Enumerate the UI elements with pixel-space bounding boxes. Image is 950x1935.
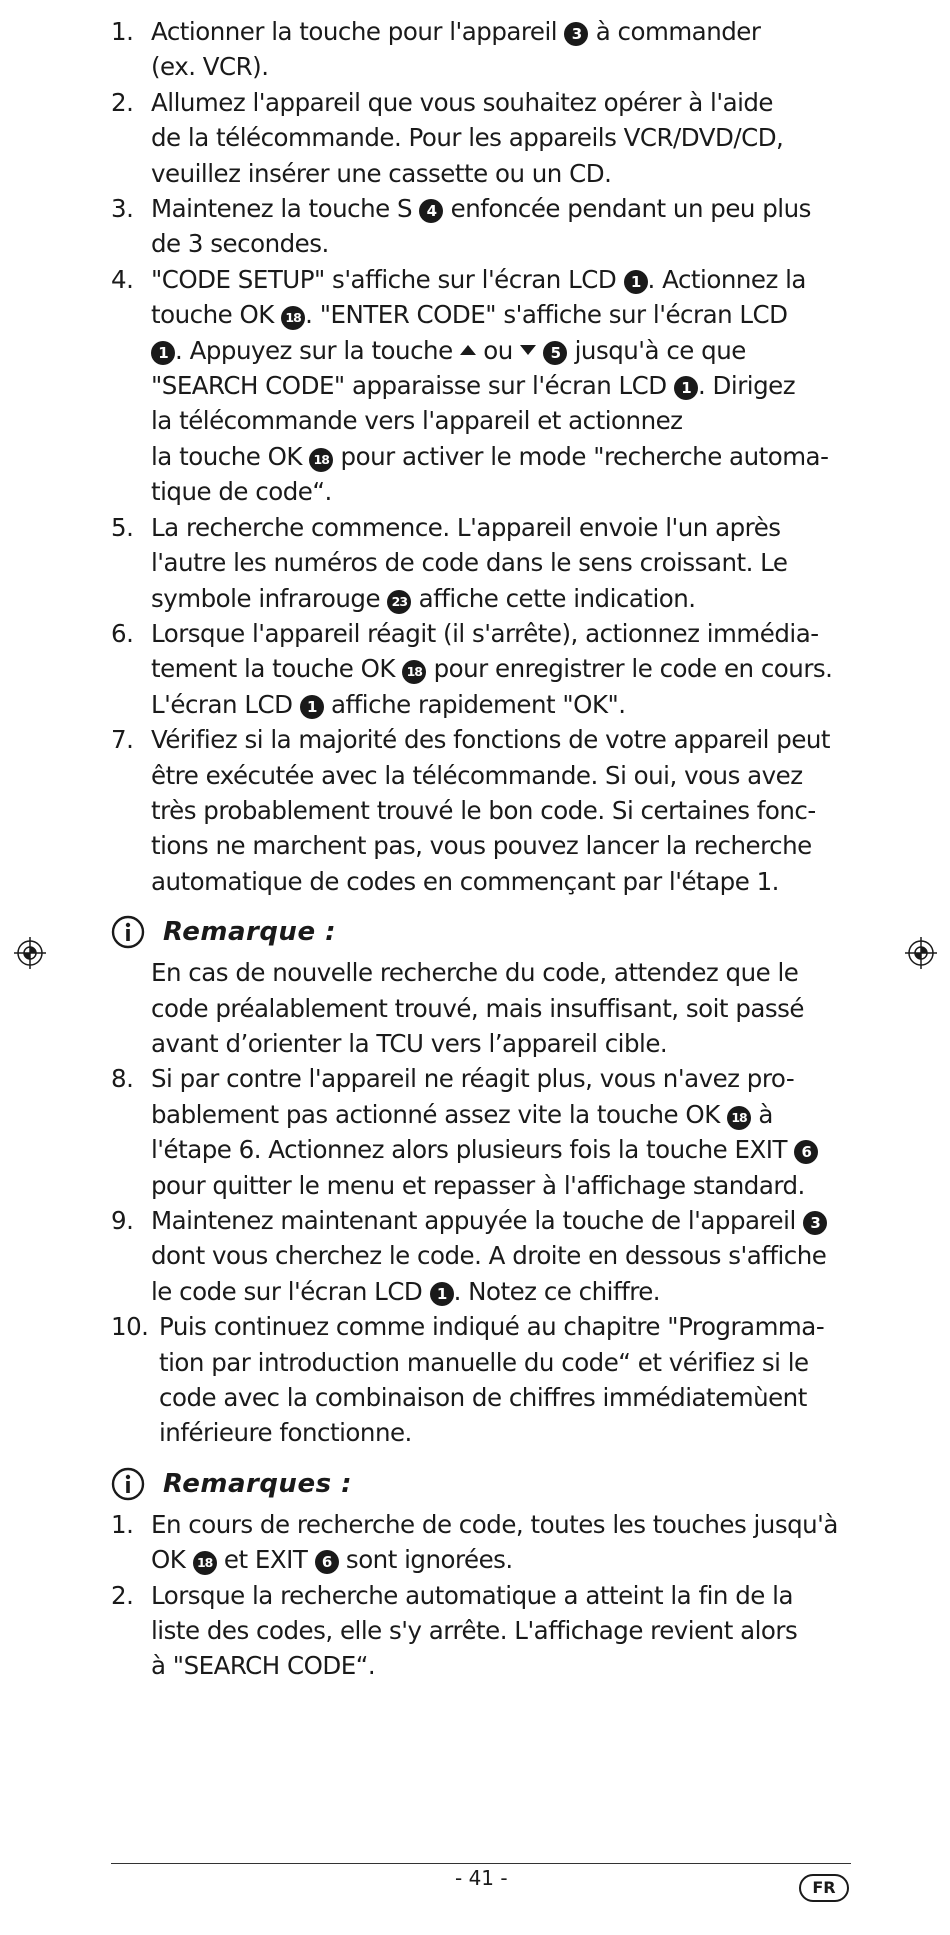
language-badge: FR xyxy=(799,1874,849,1902)
step-number: 2. xyxy=(111,87,134,117)
footer-rule xyxy=(111,1863,851,1864)
step-line: l'autre les numéros de code dans le sens croissant. Le xyxy=(151,548,788,578)
key-reference-badge: 18 xyxy=(309,448,333,472)
step-line: Si par contre l'appareil ne réagit plus, vous n'avez pro- xyxy=(151,1064,795,1094)
step-text xyxy=(151,510,851,616)
step-line: code avec la combinaison de chiffres immédiatemùent xyxy=(159,1383,807,1413)
step-line: à "SEARCH CODE“. xyxy=(151,1651,376,1681)
list-item xyxy=(111,1507,851,1578)
note-heading xyxy=(111,909,851,955)
step-line: liste des codes, elle s'y arrête. L'affichage revient alors xyxy=(151,1616,798,1646)
key-reference-badge: 3 xyxy=(803,1211,827,1235)
step-line: dont vous cherchez le code. A droite en dessous s'affiche xyxy=(151,1241,827,1271)
step-line: Puis continuez comme indiqué au chapitre "Programma- xyxy=(159,1312,825,1342)
step-text xyxy=(151,1061,851,1203)
key-reference-badge: 18 xyxy=(727,1106,751,1130)
step-text xyxy=(151,85,851,191)
step-line: tique de code“. xyxy=(151,477,332,507)
step-line: l'étape 6. Actionnez alors plusieurs fois la touche EXIT 6 xyxy=(151,1132,851,1167)
step-line: le code sur l'écran LCD 1 . Notez ce chiffre. xyxy=(151,1276,661,1306)
step-number: 5. xyxy=(111,512,134,542)
step-line: Actionner la touche pour l'appareil 3 à commander xyxy=(151,17,761,46)
step-number: 4. xyxy=(111,264,134,294)
key-reference-badge: 18 xyxy=(193,1551,217,1575)
step-number: 9. xyxy=(111,1206,134,1235)
step-line: symbole infrarouge 23 affiche cette indication. xyxy=(151,583,696,613)
step-text xyxy=(151,1507,851,1578)
step-text xyxy=(151,262,851,510)
list-item xyxy=(111,1061,851,1203)
note-remarque xyxy=(111,909,851,1061)
list-item xyxy=(111,85,851,191)
step-line: La recherche commence. L'appareil envoie l'un après xyxy=(151,512,781,542)
step-line: de la télécommande. Pour les appareils VCR/DVD/CD, xyxy=(151,123,784,153)
note-line: code préalablement trouvé, mais insuffisant, soit passé xyxy=(151,993,804,1023)
note-heading xyxy=(111,1461,851,1507)
step-text xyxy=(151,1578,851,1684)
step-line: bablement pas actionné assez vite la touche OK 18 à xyxy=(151,1099,773,1129)
note-line: En cas de nouvelle recherche du code, attendez que le xyxy=(151,958,799,988)
step-line: touche OK 18 . "ENTER CODE" s'affiche sur l'écran LCD xyxy=(151,300,788,330)
step-line: veuillez insérer une cassette ou un CD. xyxy=(151,158,612,188)
step-line: pour quitter le menu et repasser à l'affichage standard. xyxy=(151,1170,805,1200)
registration-mark-icon xyxy=(904,936,938,970)
key-reference-badge: 1 xyxy=(624,270,648,294)
note-line: avant d’orienter la TCU vers l’appareil cible. xyxy=(151,1028,668,1058)
list-item xyxy=(111,191,851,262)
step-line: la télécommande vers l'appareil et actionnez xyxy=(151,406,683,436)
steps-list-c xyxy=(111,1507,851,1684)
key-reference-badge: 1 xyxy=(430,1282,454,1306)
step-line: inférieure fonctionne. xyxy=(159,1418,412,1448)
step-line: tions ne marchent pas, vous pouvez lancer la recherche xyxy=(151,831,812,861)
step-line: très probablement trouvé le bon code. Si certaines fonc- xyxy=(151,795,816,825)
step-number: 1. xyxy=(111,17,134,46)
step-line: Maintenez la touche S 4 enfoncée pendant un peu plus xyxy=(151,194,811,224)
page-content xyxy=(111,14,851,1684)
list-item xyxy=(111,1578,851,1684)
step-line: Maintenez maintenant appuyée la touche de l'appareil 3 xyxy=(151,1203,851,1238)
steps-list-a xyxy=(111,14,851,899)
list-item xyxy=(111,510,851,616)
step-line: Vérifiez si la majorité des fonctions de votre appareil peut xyxy=(151,725,831,755)
step-text xyxy=(151,616,851,722)
steps-list-b xyxy=(111,1061,851,1450)
step-text xyxy=(159,1309,851,1451)
step-line: (ex. VCR). xyxy=(151,52,269,82)
step-line: la touche OK 18 pour activer le mode "recherche automa- xyxy=(151,441,829,471)
key-reference-badge: 23 xyxy=(387,590,411,614)
key-reference-badge: 18 xyxy=(402,660,426,684)
key-reference-badge: 4 xyxy=(419,199,443,223)
step-text xyxy=(151,722,851,899)
step-number: 6. xyxy=(111,618,134,648)
step-number: 2. xyxy=(111,1580,134,1610)
info-icon xyxy=(111,915,145,949)
step-number: 3. xyxy=(111,194,134,224)
key-reference-badge: 1 xyxy=(674,376,698,400)
step-text xyxy=(151,191,851,262)
list-item xyxy=(111,262,851,510)
arrow-up-icon xyxy=(460,345,476,355)
key-reference-badge: 1 xyxy=(300,695,324,719)
step-line: Lorsque l'appareil réagit (il s'arrête), actionnez immédia- xyxy=(151,618,819,648)
step-line: tement la touche OK 18 pour enregistrer le code en cours. xyxy=(151,654,833,684)
step-line: OK 18 et EXIT 6 sont ignorées. xyxy=(151,1545,513,1575)
step-line: de 3 secondes. xyxy=(151,229,329,259)
step-line: Allumez l'appareil que vous souhaitez opérer à l'aide xyxy=(151,87,774,117)
page-number: - 41 - xyxy=(455,1866,508,1890)
list-item xyxy=(111,14,851,85)
step-line: être exécutée avec la télécommande. Si oui, vous avez xyxy=(151,760,803,790)
list-item xyxy=(111,1309,851,1451)
step-line: L'écran LCD 1 affiche rapidement "OK". xyxy=(151,689,626,719)
note-title: Remarques : xyxy=(163,1468,352,1499)
key-reference-badge: 6 xyxy=(794,1140,818,1164)
key-reference-badge: 5 xyxy=(543,341,567,365)
step-number: 1. xyxy=(111,1509,134,1539)
key-reference-badge: 6 xyxy=(315,1550,339,1574)
step-line: 1 . Appuyez sur la touche ou 5 jusqu'à ce que xyxy=(151,333,851,368)
list-item xyxy=(111,722,851,899)
step-text xyxy=(151,14,851,85)
step-line: En cours de recherche de code, toutes les touches jusqu'à xyxy=(151,1509,838,1539)
note-remarques xyxy=(111,1461,851,1507)
step-line: tion par introduction manuelle du code“ et vérifiez si le xyxy=(159,1347,809,1377)
key-reference-badge: 1 xyxy=(151,341,175,365)
step-number: 8. xyxy=(111,1064,134,1094)
info-icon xyxy=(111,1467,145,1501)
step-line: "CODE SETUP" s'affiche sur l'écran LCD 1 . Actionnez la xyxy=(151,264,806,294)
key-reference-badge: 3 xyxy=(564,22,588,46)
step-number: 7. xyxy=(111,725,134,755)
step-line: Lorsque la recherche automatique a atteint la fin de la xyxy=(151,1580,793,1610)
step-text xyxy=(151,1203,851,1309)
step-line: automatique de codes en commençant par l'étape 1. xyxy=(151,866,779,896)
note-body xyxy=(111,955,851,1061)
list-item xyxy=(111,616,851,722)
note-title: Remarque : xyxy=(163,917,337,948)
list-item xyxy=(111,1203,851,1309)
key-reference-badge: 18 xyxy=(281,306,305,330)
registration-mark-icon xyxy=(13,936,47,970)
step-line: "SEARCH CODE" apparaisse sur l'écran LCD 1 . Dirigez xyxy=(151,371,796,401)
arrow-down-icon xyxy=(520,345,536,355)
step-number: 10. xyxy=(111,1312,149,1342)
